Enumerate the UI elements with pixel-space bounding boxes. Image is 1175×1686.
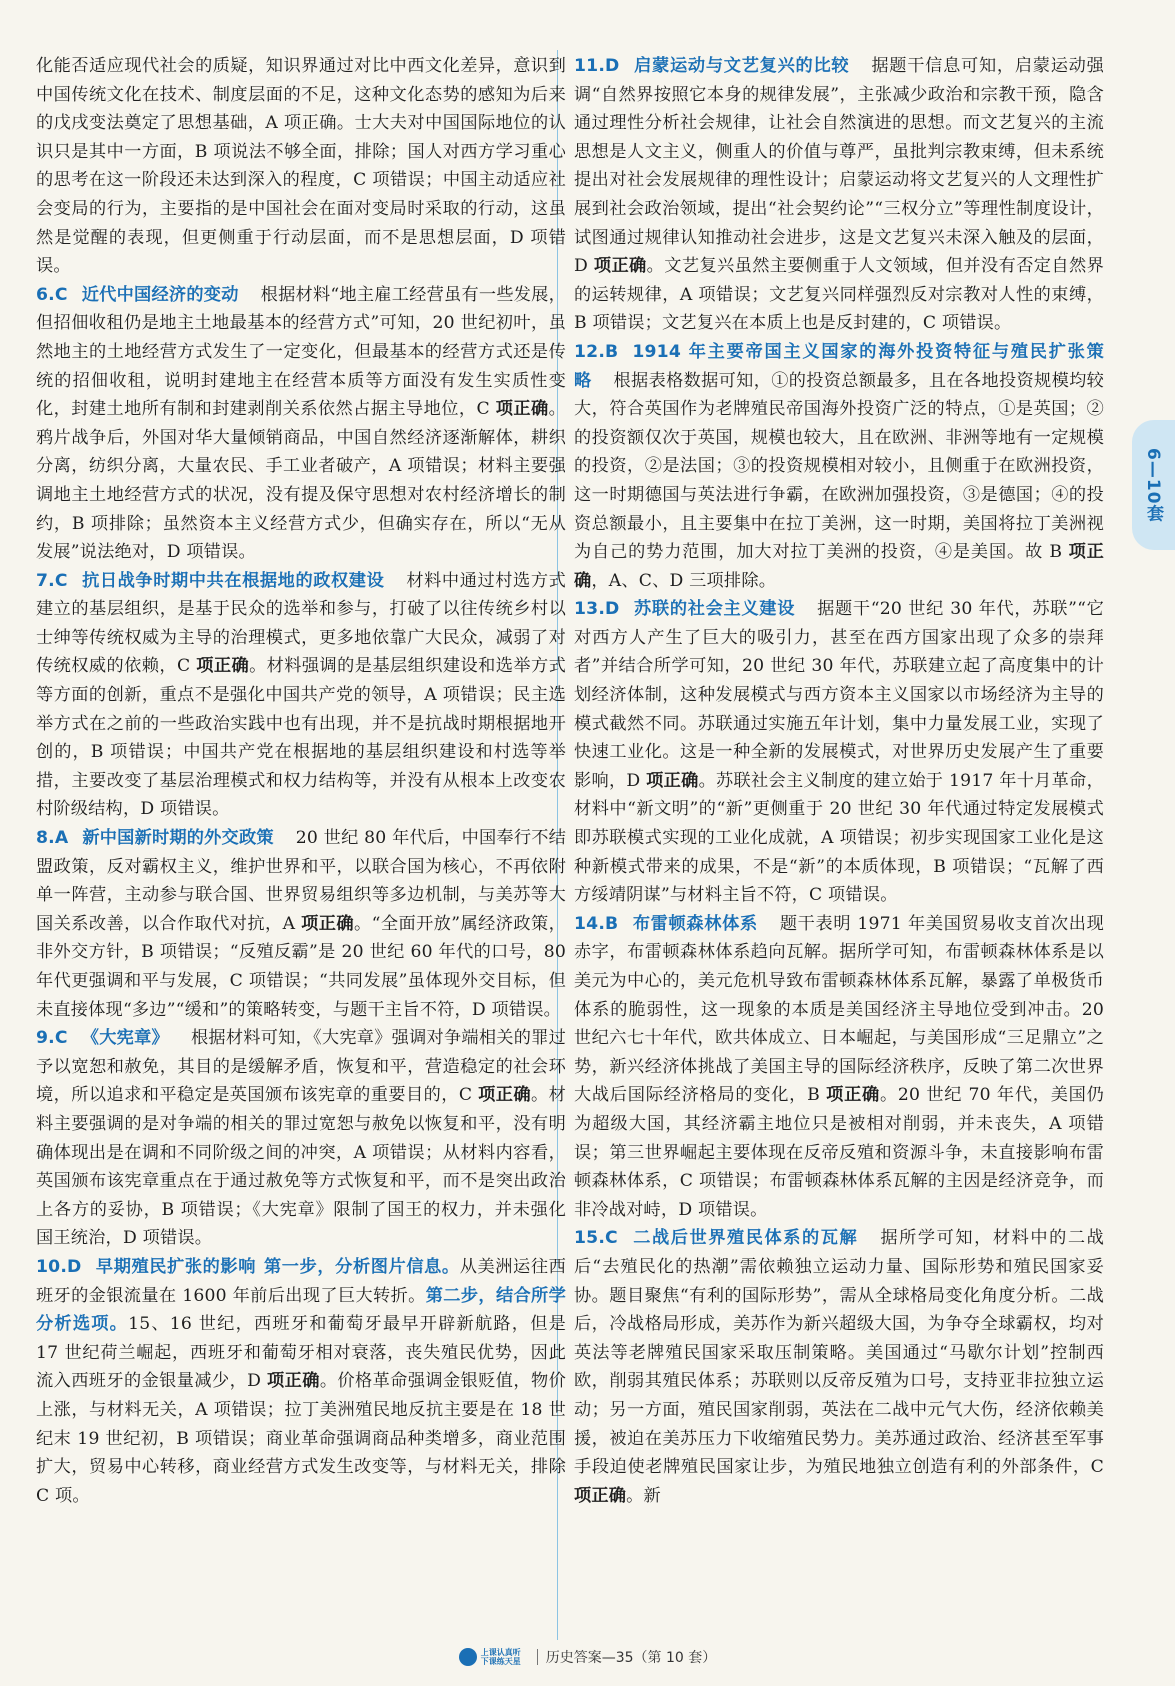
answer-number: 11.D xyxy=(574,56,620,76)
answer-12: 12.B 1914 年主要帝国主义国家的海外投资特征与殖民扩张策略 根据表格数据可知，①的投资总额最多，且在各地投资规模均较大，符合英国作为老牌殖民帝国海外投资广泛的特点，①是英国；②的投资额仅次于英国，规模也较大，且在欧洲、非洲等地有一定规模的投资，②是法国；③的投资规模相对较小，且侧重于在欧洲投资，这一时期德国与英法进行争霸，在欧洲加强投资，③是德国；④的投资总额最小，且主要集中在拉丁美洲，这一时期，美国将拉丁美洲视为自己的势力范围，加大对拉丁美洲的投资，④是美国。故 B 项正确，A、C、D 三项排除。 xyxy=(574,341,1104,591)
footer-separator xyxy=(537,1649,538,1665)
answer-6: 6.C 近代中国经济的变动 根据材料“地主雇工经营虽有一些发展，但招佃收租仍是地主土地最基本的经营方式”可知，20 世纪初叶，虽然地主的土地经营方式发生了一定变化，但最基本的经营方式还是传统的招佃收租，说明封建地主在经营本质等方面没有发生实质性变化，封建土地所有制和封建剥削关系依然占据主导地位，C 项正确。鸦片战争后，外国对华大量倾销商品，中国自然经济逐渐解体，耕织分离，纺织分离，大量农民、手工业者破产，A 项错误；材料主要强调地主土地经营方式的状况，没有提及保守思想对农村经济增长的制约，B 项排除；虽然资本主义经营方式少，但确实存在，所以“无从发展”说法绝对，D 项错误。 xyxy=(36,284,566,563)
answer-9: 9.C 《大宪章》 根据材料可知，《大宪章》强调对争端相关的罪过予以宽恕和赦免，其目的是缓解矛盾，恢复和平，营造稳定的社会环境，所以追求和平稳定是英国颁布该宪章的重要目的，C 项正确。材料主要强调的是对争端的相关的罪过宽恕与赦免以恢复和平，没有明确体现出是在调和不同阶级之间的冲突，A 项错误；从材料内容看，英国颁布该宪章重点在于通过赦免等方式恢复和平，而不是突出政治上各方的妥协，B 项错误；《大宪章》限制了国王的权力，并未强化国王统治，D 项错误。 xyxy=(36,1028,566,1249)
answer-number: 8.A xyxy=(36,828,69,849)
answer-topic: 新中国新时期的外交政策 xyxy=(82,828,274,849)
answer-7: 7.C 抗日战争时期中共在根据地的政权建设 材料中通过村选方式建立的基层组织，是基于民众的选举和参与，打破了以往传统乡村以士绅等传统权威为主导的治理模式，更多地依靠广大民众，减弱了对传统权威的依赖，C 项正确。材料强调的是基层组织建设和选举方式等方面的创新，重点不是强化中国共产党的领导，A 项错误；民主选举方式在之前的一些政治实践中也有出现，并不是抗战时期根据地开创的，B 项错误；中国共产党在根据地的基层组织建设和村选等举措，主要改变了基层治理模式和权力结构等，并没有从根本上改变农村阶级结构，D 项错误。 xyxy=(36,570,566,820)
answer-number: 7.C xyxy=(36,570,68,591)
answer-number: 13.D xyxy=(574,599,620,620)
correct-mark: 项正确 xyxy=(826,1085,880,1106)
correct-mark: 项正确 xyxy=(267,1371,320,1392)
page-label: 历史答案—35（第 10 套） xyxy=(545,1650,717,1666)
correct-mark: 项正确 xyxy=(495,399,549,420)
answer-topic: 苏联的社会主义建设 xyxy=(633,599,796,620)
answer-11: 11.D 启蒙运动与文艺复兴的比较 据题干信息可知，启蒙运动强调“自然界按照它本身的规律发展”，主张减少政治和宗教干预，隐含通过理性分析社会规律，让社会自然演进的思想。而文艺复兴的主流思想是人文主义，侧重人的价值与尊严，虽批判宗教束缚，但未系统提出对社会发展规律的理性设计；启蒙运动将文艺复兴的人文理性扩展到社会政治领域，提出“社会契约论”“三权分立”等理性制度设计，试图通过规律认知推动社会进步，这是文艺复兴未深入触及的层面，D 项正确。文艺复兴虽然主要侧重于人文领域，但并没有否定自然界的运转规律，A 项错误；文艺复兴同样强烈反对宗教对人性的束缚，B 项错误；文艺复兴在本质上也是反封建的，C 项错误。 xyxy=(574,56,1104,334)
logo-line-1: 上课认真听 xyxy=(480,1648,521,1657)
answer-topic: 近代中国经济的变动 xyxy=(81,284,239,305)
answer-10: 10.D 早期殖民扩张的影响 第一步，分析图片信息。从美洲运往西班牙的金银流量在 1600 年前后出现了巨大转折。第二步，结合所学分析选项。15、16 世纪，西班牙和葡萄牙最早开辟新航路，但是 17 世纪荷兰崛起，西班牙和葡萄牙相对衰落，丧失殖民优势，因此流入西班牙的金银量减少，D 项正确。价格革命强调金银贬值，物价上涨，与材料无关，A 项错误；拉丁美洲殖民地反抗主要是在 18 世纪末 19 世纪初，B 项错误；商业革命强调商品种类增多，商业范围扩大，贸易中心转移，商业经营方式发生改变等，与材料无关，排除 C 项。 xyxy=(36,1256,567,1506)
answer-number: 15.C xyxy=(574,1228,618,1249)
answer-topic: 抗日战争时期中共在根据地的政权建设 xyxy=(81,570,385,591)
answer-number: 6.C xyxy=(36,284,68,305)
answer-topic: 早期殖民扩张的影响 xyxy=(95,1256,257,1277)
answer-topic: 1914 年主要帝国主义国家的海外投资特征与殖民扩张策略 xyxy=(574,341,1104,391)
answer-number: 12.B xyxy=(574,341,619,362)
answer-topic: 启蒙运动与文艺复兴的比较 xyxy=(633,56,850,76)
answer-number: 10.D xyxy=(36,1256,82,1277)
correct-mark: 项正确 xyxy=(196,656,250,677)
publisher-logo xyxy=(459,1648,521,1666)
left-column xyxy=(36,52,566,1510)
answer-topic: 《大宪章》 xyxy=(81,1028,169,1049)
set-range-label: 6—10套 xyxy=(1143,447,1163,523)
answer-13: 13.D 苏联的社会主义建设 据题干“20 世纪 30 年代，苏联”“它对西方人产生了巨大的吸引力，甚至在西方国家出现了众多的崇拜者”并结合所学可知，20 世纪 30 年代，苏联建立起了高度集中的计划经济体制，这种发展模式与西方资本主义国家以市场经济为主导的模式截然不同。苏联通过实施五年计划，集中力量发展工业，实现了快速工业化。这是一种全新的发展模式，对世界历史发展产生了重要影响，D 项正确。苏联社会主义制度的建立始于 1917 年十月革命，材料中“新文明”的“新”更侧重于 20 世纪 30 年代通过特定发展模式即苏联模式实现的工业化成就，A 项错误；初步实现国家工业化是这种新模式带来的成果，不是“新”的本质体现，B 项错误；“瓦解了西方绥靖阴谋”与材料主旨不符，C 项错误。 xyxy=(574,599,1104,906)
answer-number: 14.B xyxy=(574,913,619,934)
logo-line-2: 下课练天星 xyxy=(480,1657,521,1666)
correct-mark: 项正确 xyxy=(646,770,699,791)
page-footer xyxy=(0,1644,1175,1670)
correct-mark: 项正确 xyxy=(593,256,647,277)
correct-mark: 项正确 xyxy=(301,913,354,934)
set-range-tab xyxy=(1132,420,1175,550)
intro-paragraph: 化能否适应现代社会的质疑，知识界通过对比中西文化差异，意识到中国传统文化在技术、制度层面的不足，这种文化态势的感知为后来的戊戌变法奠定了思想基础，A 项正确。士大夫对中国国际地位的认识只是其中一方面，B 项说法不够全面，排除；国人对西方学习重心的思考在这一阶段还未达到深入的程度，C 项错误；中国主动适应社会变局的行为，主要指的是中国社会在面对变局时采取的行动，这虽然是觉醒的表现，但更侧重于行动层面，而不是思想层面，D 项错误。 xyxy=(36,56,566,277)
answer-topic: 二战后世界殖民体系的瓦解 xyxy=(631,1228,859,1249)
step-two-label: 第二步，结合所学分析选项。 xyxy=(36,1285,566,1335)
right-column xyxy=(574,52,1104,1510)
answer-topic: 布雷顿森林体系 xyxy=(632,913,758,934)
answer-8: 8.A 新中国新时期的外交政策 20 世纪 80 年代后，中国奉行不结盟政策，反对霸权主义，维护世界和平，以联合国为核心，不再依附单一阵营，主动参与联合国、世界贸易组织等多边机制，与美苏等大国关系改善，以合作取代对抗，A 项正确。“全面开放”属经济政策，非外交方针，B 项错误；“反殖反霸”是 20 世纪 60 年代的口号，80 年代更强调和平与发展，C 项错误；“共同发展”虽体现外交目标，但未直接体现“多边”“缓和”的策略转变，与题干主旨不符，D 项错误。 xyxy=(36,828,567,1020)
answer-number: 9.C xyxy=(36,1028,68,1049)
answer-15: 15.C 二战后世界殖民体系的瓦解 据所学可知，材料中的二战后“去殖民化的热潮”需依赖独立运动力量、国际形势和殖民国家妥协。题目聚焦“有利的国际形势”，需从全球格局变化角度分析。二战后，冷战格局形成，美苏作为新兴超级大国，为争夺全球霸权，均对英法等老牌殖民国家采取压制策略。美国通过“马歇尔计划”控制西欧，削弱其殖民体系；苏联则以反帝反殖为口号，支持亚非拉独立运动；另一方面，殖民国家削弱，英法在二战中元气大伤，经济依赖美援，被迫在美苏压力下收缩殖民势力。美苏通过政治、经济甚至军事手段迫使老牌殖民国家让步，为殖民地独立创造有利的外部条件，C 项正确。新 xyxy=(574,1228,1105,1506)
answer-14: 14.B 布雷顿森林体系 题干表明 1971 年美国贸易收支首次出现赤字，布雷顿森林体系趋向瓦解。据所学可知，布雷顿森林体系是以美元为中心的，美元危机导致布雷顿森林体系瓦解，暴露了单极货币体系的脆弱性，这一现象的本质是美国经济主导地位受到冲击。20 世纪六七十年代，欧共体成立、日本崛起，与美国形成“三足鼎立”之势，新兴经济体挑战了美国主导的国际经济秩序，反映了第二次世界大战后国际经济格局的变化，B 项正确。20 世纪 70 年代，美国仍为超级大国，其经济霸主地位只是被相对削弱，并未丧失，A 项错误；第三世界崛起主要体现在反帝反殖和资源斗争，未直接影响布雷顿森林体系，C 项错误；布雷顿森林体系瓦解的主因是经济竞争，而非冷战对峙，D 项错误。 xyxy=(574,913,1104,1220)
correct-mark: 项正确 xyxy=(478,1085,531,1106)
step-one-label: 第一步，分析图片信息。 xyxy=(264,1256,460,1277)
logo-icon xyxy=(459,1648,477,1666)
correct-mark: 项正确 xyxy=(574,542,1104,591)
correct-mark: 项正确 xyxy=(574,1485,627,1506)
